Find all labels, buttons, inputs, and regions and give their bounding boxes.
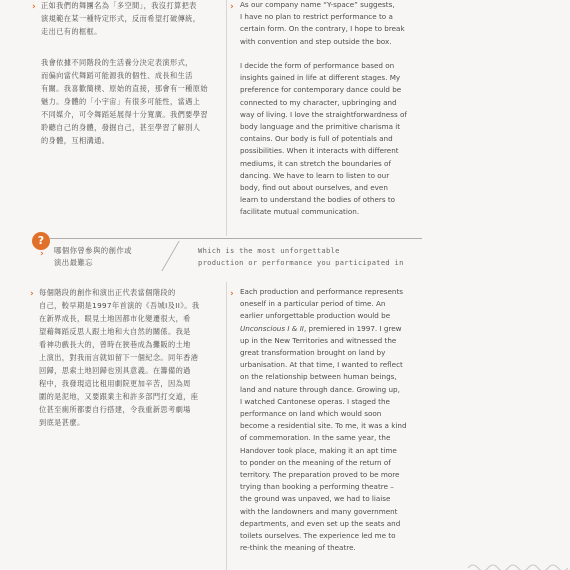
text-line: 不同媒介，可令舞蹈延展得十分寬廣。我們要學習 (41, 110, 208, 119)
text-line: 程中，我發現這比租用劇院更加辛苦，因為周 (39, 379, 191, 388)
text-line: I decide the form of performance based on (240, 61, 395, 70)
column-divider-bottom (226, 282, 227, 570)
text-line: with convention and step outside the box. (240, 36, 392, 46)
text-line: 到底是甚麼。 (39, 418, 85, 427)
text-line: certain form. On the contrary, I hope to break (240, 24, 405, 34)
text-line: Which is the most unforgettable (198, 246, 340, 255)
top-chinese-paragraph-2 (41, 56, 223, 147)
text-line: up in the New Territories and witnessed the (240, 335, 397, 345)
text-line: 魅力。身體的「小宇宙」有很多可能性，當遇上 (41, 97, 201, 106)
text-line: 有關。我喜歡簡樸、原始的直接，那會有一種原始 (41, 84, 208, 93)
text-line: I have no plan to restrict performance to a (240, 12, 393, 22)
text-line: 上演出，對我而言就如留下一個紀念。同年香港 (39, 353, 199, 362)
chevron-right-icon: › (32, 2, 36, 12)
question-rule (50, 238, 422, 239)
text-line: connected to my character, upbringing and (240, 97, 397, 107)
text-line: 正如我們的舞團名為「多空間」，我沒打算把表 (41, 1, 197, 10)
text-line: re-think the meaning of theatre. (240, 543, 356, 553)
question-header (30, 232, 422, 272)
text-line: 而偏向當代舞蹈可能源我的個性、成長和生活 (41, 71, 193, 80)
question-english (198, 245, 404, 269)
text-line: to ponder on the meaning of the return of (240, 457, 391, 467)
top-chinese-paragraph-1 (41, 0, 221, 38)
text-line: way of living. I love the straightforwardness of (240, 109, 407, 119)
text-line: earlier unforgettable production would be (240, 311, 391, 321)
text-line: 自己，較早期是1997年首演的《吾城I及II》。我 (39, 301, 200, 310)
bottom-english-paragraph (240, 286, 422, 554)
text-line: become a residential site. To me, it was a kind (240, 421, 407, 431)
text-line: the ground was unpaved, we had to liaise (240, 494, 391, 504)
text-line: on the relationship between human beings, (240, 372, 397, 382)
text-line: preference for contemporary dance could be (240, 85, 402, 95)
chevron-right-icon: › (30, 289, 34, 299)
text-line: 哪個你曾參與的創作或 (54, 246, 132, 255)
text-line: 演規範在某一種特定形式，反而希望打破傳統， (41, 14, 201, 23)
text-line: body, find out about ourselves, and even (240, 183, 388, 193)
text-line: facilitate mutual communication. (240, 207, 360, 217)
text-line: of commemoration. In the same year, the (240, 433, 391, 443)
text-line: performance on land which would soon (240, 409, 382, 419)
text-line: mediums, it can stretch the boundaries of (240, 158, 391, 168)
question-icon: ? (32, 232, 50, 250)
text-line: Handover took place, making it an apt time (240, 445, 397, 455)
text-line: possibilities. When it interacts with different (240, 146, 399, 156)
text-line: toilets ourselves. The experience led me to (240, 531, 396, 541)
question-chinese (54, 245, 132, 269)
text-line: 聆聽自己的身體，發掘自己，甚至學習了解別人 (41, 123, 201, 132)
text-line: 位甚至廁所都要自行搭建，令我重新思考劇場 (39, 405, 191, 414)
text-line: Unconscious I & II, premiered in 1997. I grew (240, 323, 402, 333)
text-line: land and nature through dance. Growing up, (240, 384, 400, 394)
top-english-paragraph-2 (240, 60, 420, 219)
text-line: 圍的是泥地，又要跟業主和許多部門打交道，座 (39, 392, 199, 401)
top-english-paragraph-1 (240, 0, 420, 48)
text-line: 在新界成長，眼見土地因都市化變遷很大，希 (39, 314, 191, 323)
text-line: contains. Our body is full of potentials and (240, 134, 393, 144)
text-line: As our company name “Y-space” suggests, (240, 0, 395, 9)
text-line: great transformation brought on land by (240, 348, 386, 358)
chevron-right-icon: › (40, 249, 44, 259)
text-line: territory. The preparation proved to be more (240, 470, 400, 480)
decorative-wave-ornament (468, 560, 568, 570)
text-line: with the landowners and many government (240, 506, 398, 516)
text-line: body language and the primitive charisma it (240, 122, 401, 132)
column-divider-top (226, 0, 227, 236)
text-line: production or performance you participated in (198, 258, 404, 267)
text-line: dancing. We have to learn to listen to our (240, 170, 390, 180)
chevron-right-icon: › (230, 2, 234, 12)
text-line: 回歸，思索土地回歸也別具意義。在籌備的過 (39, 366, 191, 375)
text-line: 的身體，互相溝通。 (41, 136, 110, 145)
text-line: 我會依據不同階段的生活養分決定表演形式， (41, 58, 193, 67)
text-line: 每個階段的創作和演出正代表當個階段的 (39, 288, 176, 297)
text-line: departments, and even set up the seats and (240, 518, 401, 528)
text-line: Each production and performance represents (240, 287, 404, 296)
text-line: 望藉舞蹈反思人跟土地和大自然的關係。我是 (39, 327, 191, 336)
text-line: oneself in a particular period of time. An (240, 299, 386, 309)
text-line: 演出最難忘 (54, 258, 93, 267)
text-line: 看神功戲長大的，曾時在狹巷成為攤販的土地 (39, 340, 191, 349)
text-line: insights gained in life at different stages. My (240, 73, 401, 83)
text-line: trying than booking a performing theatre – (240, 482, 394, 492)
text-line: 走出已有的框框。 (41, 27, 102, 36)
text-line: urbanisation. At that time, I wanted to reflect (240, 360, 403, 370)
text-line: learn to understand the bodies of others to (240, 195, 396, 205)
bottom-chinese-paragraph (39, 286, 223, 429)
text-line: I watched Cantonese operas. I staged the (240, 396, 390, 406)
question-slash-divider (161, 241, 179, 271)
chevron-right-icon: › (230, 289, 234, 299)
